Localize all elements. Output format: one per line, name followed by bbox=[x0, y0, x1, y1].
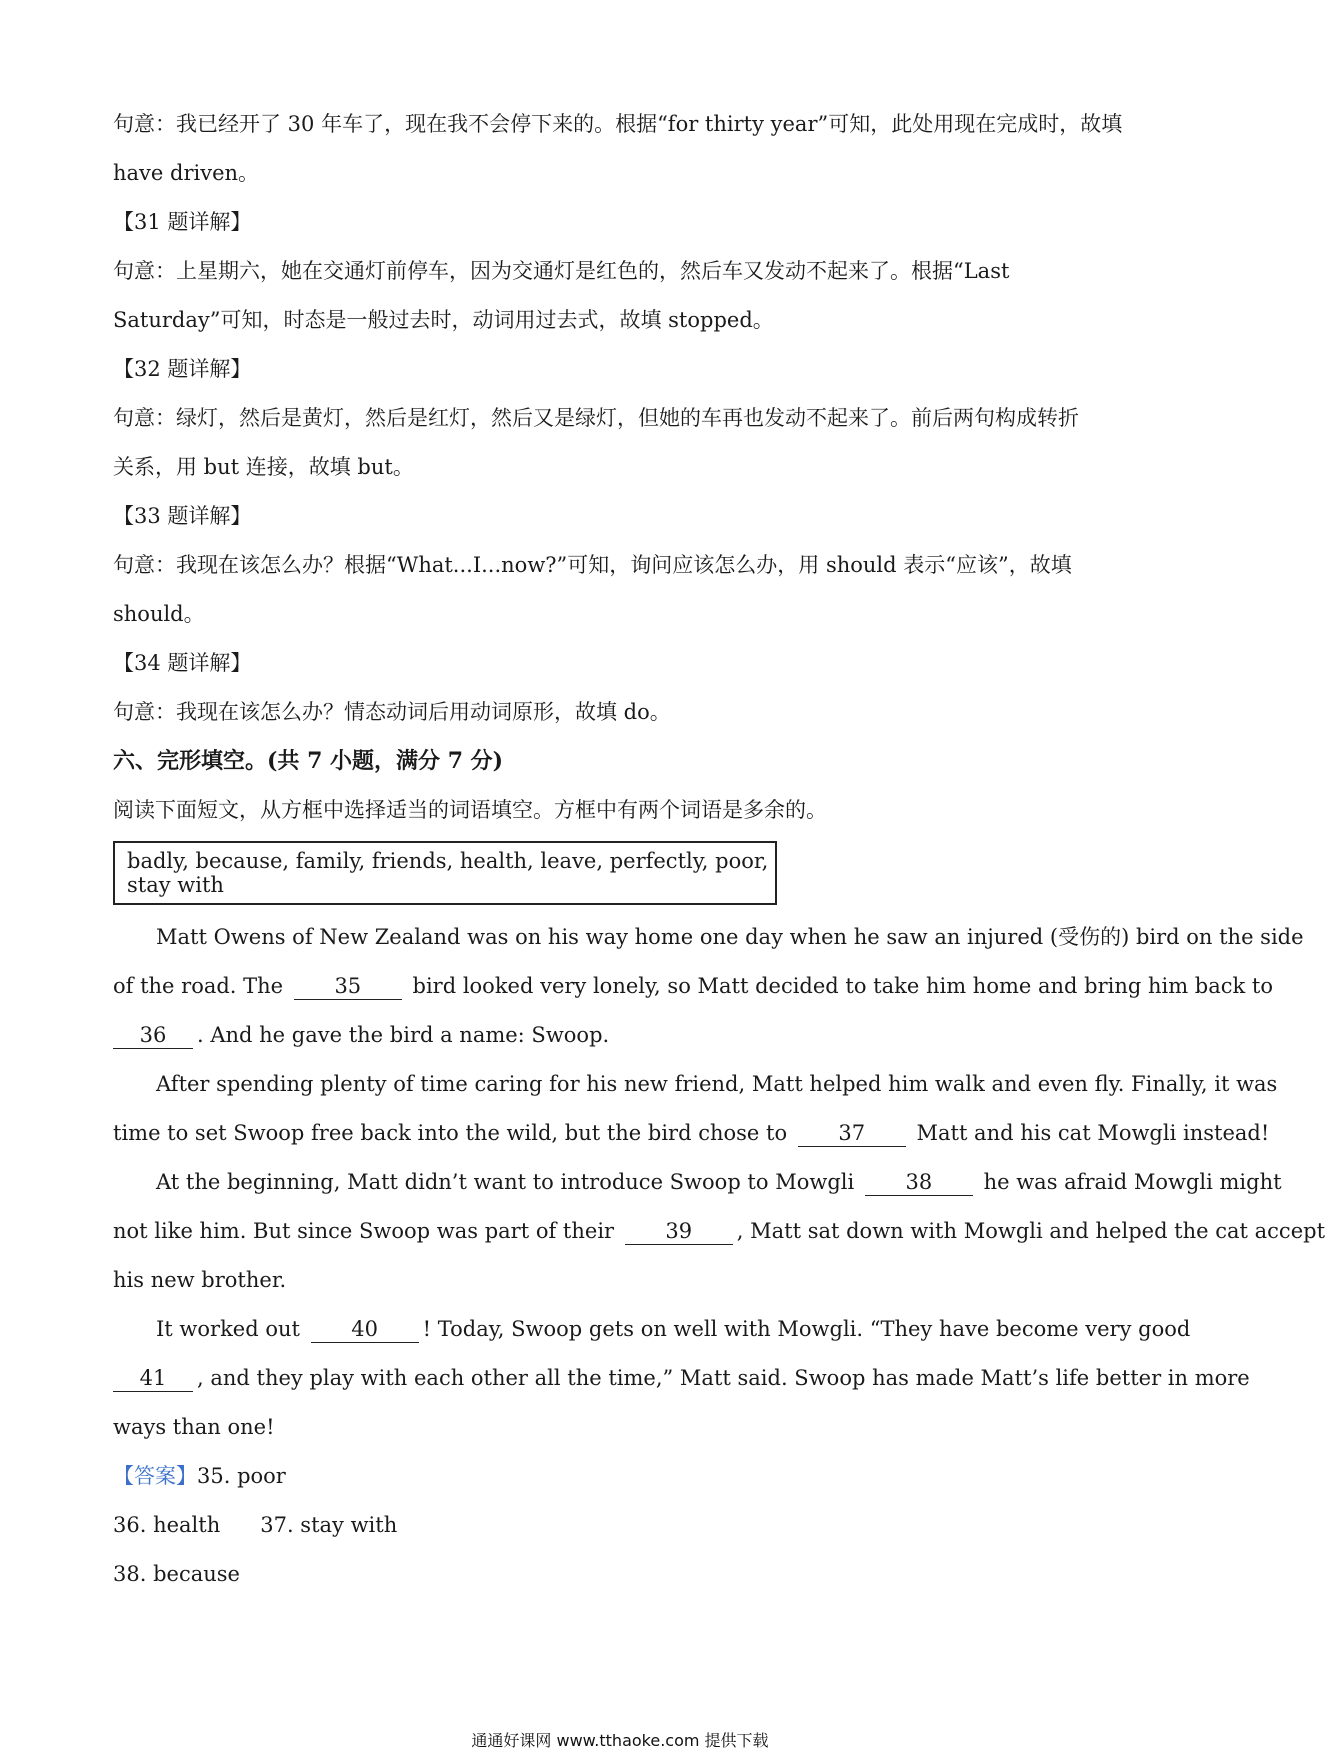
explanation-33-line-1: 句意：我现在该怎么办？根据“What...I...now?”可知，询问应该怎么办，用 should 表示“应该”，故填 bbox=[113, 553, 1072, 577]
page-footer: 通通好课网 www.tthaoke.com 提供下载 bbox=[471, 1731, 769, 1750]
passage-line-9 bbox=[113, 1305, 1191, 1354]
explanation-31-line-1: 句意：上星期六，她在交通灯前停车，因为交通灯是红色的，然后车又发动不起来了。根据“Last bbox=[113, 259, 1010, 283]
blank-40: 40 bbox=[311, 1316, 419, 1343]
heading-q31: 【31 题详解】 bbox=[113, 210, 252, 234]
blank-36: 36 bbox=[113, 1022, 193, 1049]
heading-q33: 【33 题详解】 bbox=[113, 504, 252, 528]
passage-text: . And he gave the bird a name: Swoop. bbox=[197, 1023, 610, 1047]
passage-text: , Matt sat down with Mowgli and helped the cat accept bbox=[736, 1219, 1325, 1243]
explanation-32-line-1: 句意：绿灯，然后是黄灯，然后是红灯，然后又是绿灯，但她的车再也发动不起来了。前后两句构成转折 bbox=[113, 406, 1079, 430]
explanation-33-line-2: should。 bbox=[113, 602, 205, 626]
passage-text: time to set Swoop free back into the wild, but the bird chose to bbox=[113, 1121, 788, 1145]
heading-q32: 【32 题详解】 bbox=[113, 357, 252, 381]
word-box bbox=[113, 841, 777, 905]
passage-text: At the beginning, Matt didn’t want to introduce Swoop to Mowgli bbox=[156, 1170, 855, 1194]
explanation-32-line-2: 关系，用 but 连接，故填 but。 bbox=[113, 455, 414, 479]
passage-line-6 bbox=[113, 1158, 1282, 1207]
document-page bbox=[113, 100, 1325, 1599]
answer-35: 35. poor bbox=[197, 1464, 286, 1488]
passage-line-11: ways than one! bbox=[113, 1415, 275, 1439]
passage-line-7 bbox=[113, 1207, 1325, 1256]
answer-line-1 bbox=[113, 1452, 1128, 1501]
passage-line-4: After spending plenty of time caring for his new friend, Matt helped him walk and even fly. Finally, it was bbox=[156, 1072, 1278, 1096]
passage-text: , and they play with each other all the time,” Matt said. Swoop has made Matt’s life better in more bbox=[197, 1366, 1250, 1390]
passage-text: of the road. The bbox=[113, 974, 284, 998]
explanation-30-line-1: 句意：我已经开了 30 年车了，现在我不会停下来的。根据“for thirty year”可知，此处用现在完成时，故填 bbox=[113, 112, 1123, 136]
answer-36: 36. health bbox=[113, 1513, 221, 1537]
section-title: 六、完形填空。(共 7 小题，满分 7 分) bbox=[113, 748, 504, 774]
answer-line-2 bbox=[113, 1501, 1128, 1550]
answer-37: 37. stay with bbox=[260, 1513, 398, 1537]
passage-text: he was afraid Mowgli might bbox=[983, 1170, 1282, 1194]
explanation-31-line-2: Saturday”可知，时态是一般过去时，动词用过去式，故填 stopped。 bbox=[113, 308, 774, 332]
word-box-text: badly, because, family, friends, health, leave, perfectly, poor, stay with bbox=[127, 849, 769, 897]
passage-line-1: Matt Owens of New Zealand was on his way home one day when he saw an injured (受伤的) bird on the side bbox=[156, 925, 1304, 949]
passage-text: It worked out bbox=[156, 1317, 300, 1341]
answer-line-3: 38. because bbox=[113, 1562, 240, 1586]
heading-q34: 【34 题详解】 bbox=[113, 651, 252, 675]
blank-37: 37 bbox=[798, 1120, 906, 1147]
passage-line-2 bbox=[113, 962, 1274, 1011]
passage-text: Matt and his cat Mowgli instead! bbox=[916, 1121, 1270, 1145]
passage-text: ! Today, Swoop gets on well with Mowgli. “They have become very good bbox=[422, 1317, 1191, 1341]
section-instruction: 阅读下面短文，从方框中选择适当的词语填空。方框中有两个词语是多余的。 bbox=[113, 798, 827, 822]
blank-41: 41 bbox=[113, 1365, 193, 1392]
answer-label: 【答案】 bbox=[113, 1464, 197, 1488]
passage-line-8: his new brother. bbox=[113, 1268, 287, 1292]
explanation-30-line-2: have driven。 bbox=[113, 161, 260, 185]
passage-text: bird looked very lonely, so Matt decided to take him home and bring him back to bbox=[412, 974, 1274, 998]
explanation-34-line-1: 句意：我现在该怎么办？情态动词后用动词原形，故填 do。 bbox=[113, 700, 671, 724]
blank-35: 35 bbox=[294, 973, 402, 1000]
blank-39: 39 bbox=[625, 1218, 733, 1245]
blank-38: 38 bbox=[865, 1169, 973, 1196]
passage-line-5 bbox=[113, 1109, 1270, 1158]
passage-text: not like him. But since Swoop was part of their bbox=[113, 1219, 615, 1243]
passage-line-10 bbox=[113, 1354, 1250, 1403]
passage-line-3 bbox=[113, 1011, 1128, 1060]
